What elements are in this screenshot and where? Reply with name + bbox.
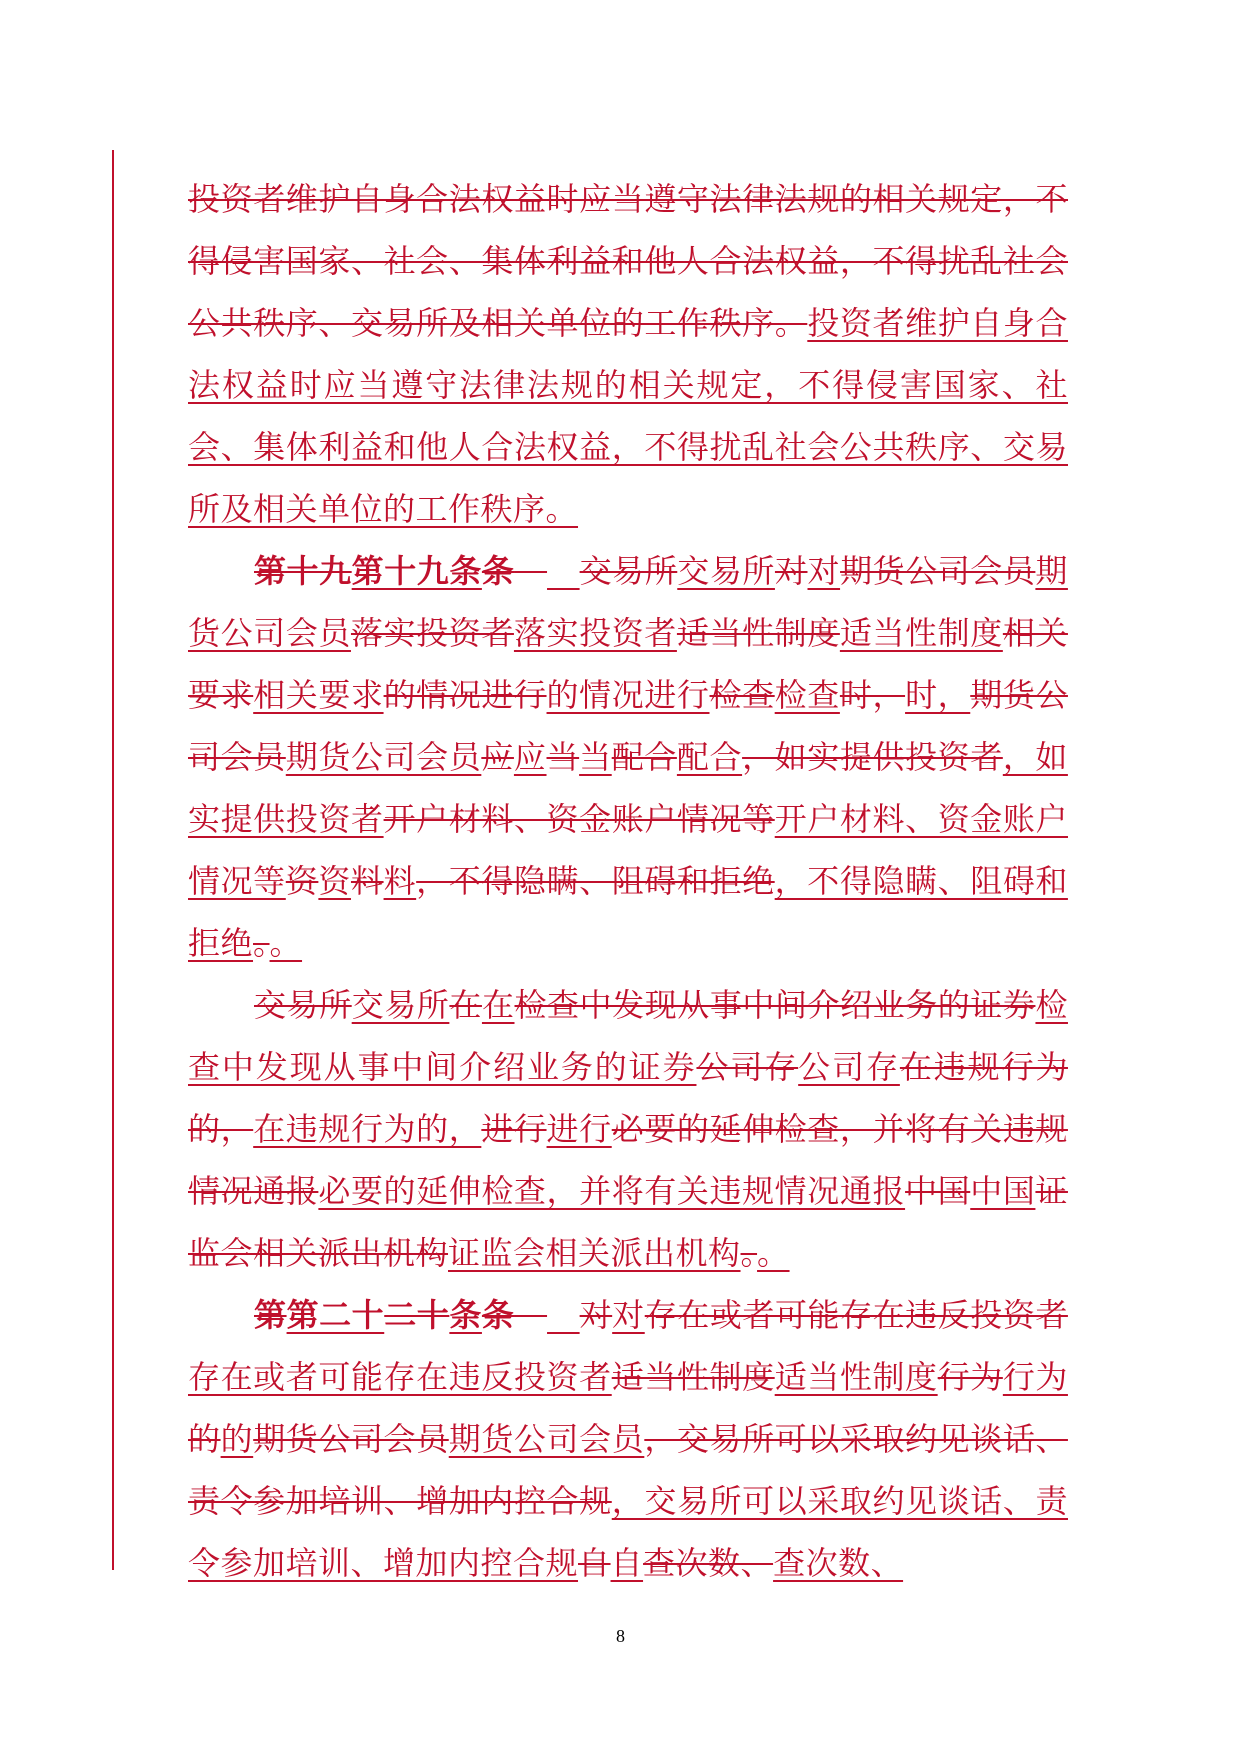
inserted-text-run: 检查中发现从事中间介绍业务的证券 — [188, 986, 1068, 1086]
inserted-text-run: 证监会相关派出机构 — [448, 1234, 741, 1272]
deleted-text-run: ，如实提供投资者 — [742, 738, 1003, 776]
inserted-text-run: 投资者维护自身合法权益时应当遵守法律法规的相关规定，不得侵害国家、社会、集体利益和他人合法权益，不得扰乱社会公共秩序、交易所及相关单位的工作秩序。 — [188, 304, 1068, 528]
inserted-text-run: 配合 — [676, 738, 743, 776]
inserted-text-run: 必要的延伸检查，并将有关违规情况通报 — [318, 1172, 906, 1210]
inserted-text-run: 条 — [449, 1296, 482, 1334]
deleted-text-run: 适当性制度 — [611, 1358, 775, 1396]
revision-change-bar — [112, 150, 114, 1570]
deleted-text-run: 落实投资者 — [350, 614, 514, 652]
inserted-text-run: 开户材料、资金账户情况等 — [188, 800, 1068, 900]
deleted-text-run: 行为 — [937, 1358, 1003, 1396]
paragraph-p2 — [188, 540, 1068, 974]
inserted-text-run: 应 — [513, 738, 547, 776]
deleted-text-run: 检查 — [709, 676, 775, 714]
inserted-text-run: 的情况进行 — [546, 676, 710, 714]
deleted-text-run: 进行 — [481, 1110, 547, 1148]
deleted-text-run: 当 — [546, 738, 580, 776]
inserted-text-run: 查次数、 — [773, 1544, 904, 1582]
deleted-text-run: ，不得隐瞒、阻碍和拒绝 — [416, 862, 775, 900]
inserted-text-run: 交易所 — [677, 552, 775, 590]
inserted-text-run: 交易所 — [351, 986, 450, 1024]
deleted-text-run: 自 — [578, 1544, 611, 1582]
deleted-text-run: 必要的延伸检查，并将有关违规情况通报 — [188, 1110, 1068, 1210]
deleted-text-run: 开户材料、资金账户情况等 — [383, 800, 775, 838]
deleted-text-run — [514, 1296, 547, 1334]
inserted-text-run: 的 — [220, 1420, 254, 1458]
page-number: 8 — [616, 1626, 625, 1646]
deleted-text-run: 配合 — [611, 738, 677, 776]
inserted-text-run: 在违规行为的， — [253, 1110, 482, 1148]
deleted-text-run: 条 — [481, 552, 515, 590]
deleted-text-run: 交易所 — [254, 986, 352, 1024]
paragraph-p4 — [188, 1284, 1068, 1594]
inserted-text-run: 期货公司会员 — [448, 1420, 645, 1458]
inserted-text-run: ，不得隐瞒、阻碍和拒绝 — [188, 862, 1068, 962]
inserted-text-run: 当 — [579, 738, 612, 776]
inserted-text-run: 时， — [905, 676, 971, 714]
deleted-text-run: 查次数、 — [643, 1544, 774, 1582]
deleted-text-run: 的 — [188, 1420, 221, 1458]
deleted-text-run: 应 — [481, 738, 514, 776]
document-body — [188, 168, 1068, 1594]
inserted-text-run: 中国 — [970, 1172, 1036, 1210]
deleted-text-run: 期货公司会员 — [253, 1420, 449, 1458]
inserted-text-run: 自 — [610, 1544, 644, 1582]
deleted-text-run: 在 — [449, 986, 482, 1024]
inserted-text-run: 在 — [481, 986, 515, 1024]
deleted-text-run: 时， — [839, 676, 906, 714]
deleted-text-run: 条 — [481, 1296, 515, 1334]
deleted-text-run: 。 — [253, 924, 270, 962]
inserted-text-run — [547, 552, 580, 590]
inserted-text-run: 第二十 — [286, 1296, 385, 1334]
inserted-text-run: 资 — [318, 862, 351, 900]
deleted-text-run: ，交易所可以采取约见谈话、责令参加培训、增加内控合规 — [188, 1420, 1068, 1520]
deleted-text-run: 资 — [285, 862, 319, 900]
deleted-text-run: 交易所 — [579, 552, 678, 590]
inserted-text-run: 检查 — [774, 676, 840, 714]
deleted-text-run: 期货公司会员 — [840, 552, 1036, 590]
inserted-text-run: 对 — [612, 1296, 645, 1334]
inserted-text-run: ，如实提供投资者 — [188, 738, 1068, 838]
deleted-text-run: 相关要求 — [188, 614, 1068, 714]
deleted-text-run: 的情况进行 — [383, 676, 547, 714]
deleted-text-run: 第十九 — [254, 552, 352, 590]
inserted-text-run: 期货公司会员 — [188, 552, 1068, 652]
inserted-text-run: 第十九条 — [351, 552, 482, 590]
inserted-text-run: 行为 — [1002, 1358, 1068, 1396]
inserted-text-run: 料 — [383, 862, 417, 900]
inserted-text-run: 公司存 — [798, 1048, 900, 1086]
deleted-text-run: 料 — [350, 862, 384, 900]
inserted-text-run: 。 — [269, 924, 303, 962]
deleted-text-run: 在违规行为的， — [188, 1048, 1068, 1148]
inserted-text-run: 期货公司会员 — [285, 738, 482, 776]
deleted-text-run: 检查中发现从事中间介绍业务的证券 — [514, 986, 1036, 1024]
inserted-text-run — [547, 1296, 580, 1334]
deleted-text-run: 适当性制度 — [676, 614, 840, 652]
deleted-text-run: 。 — [740, 1234, 758, 1272]
deleted-text-run: 公司存 — [696, 1048, 799, 1086]
deleted-text-run: 存在或者可能存在违反投资者 — [644, 1296, 1068, 1334]
inserted-text-run: 进行 — [546, 1110, 612, 1148]
deleted-text-run: 证监会相关派出机构 — [188, 1172, 1068, 1272]
deleted-text-run: 投资者维护自身合法权益时应当遵守法律法规的相关规定，不得侵害国家、社会、集体利益和他人合法权益，不得扰乱社会公共秩序、交易所及相关单位的工作秩序。 — [188, 180, 1068, 342]
deleted-text-run: 二十 — [384, 1296, 450, 1334]
deleted-text-run: 对 — [774, 552, 808, 590]
inserted-text-run: ，交易所可以采取约见谈话、责令参加培训、增加内控合规 — [188, 1482, 1068, 1582]
inserted-text-run: 适当性制度 — [839, 614, 1003, 652]
inserted-text-run: 适当性制度 — [774, 1358, 938, 1396]
inserted-text-run: 相关要求 — [253, 676, 384, 714]
deleted-text-run: 第 — [254, 1296, 287, 1334]
deleted-text-run: 期货公司会员 — [188, 676, 1068, 776]
deleted-text-run: 中国 — [905, 1172, 971, 1210]
inserted-text-run: 落实投资者 — [513, 614, 677, 652]
paragraph-p3 — [188, 974, 1068, 1284]
deleted-text-run: 对 — [579, 1296, 613, 1334]
inserted-text-run: 对 — [807, 552, 841, 590]
inserted-text-run: 。 — [757, 1234, 790, 1272]
inserted-text-run: 存在或者可能存在违反投资者 — [188, 1358, 612, 1396]
deleted-text-run — [514, 552, 547, 590]
paragraph-p1 — [188, 168, 1068, 540]
